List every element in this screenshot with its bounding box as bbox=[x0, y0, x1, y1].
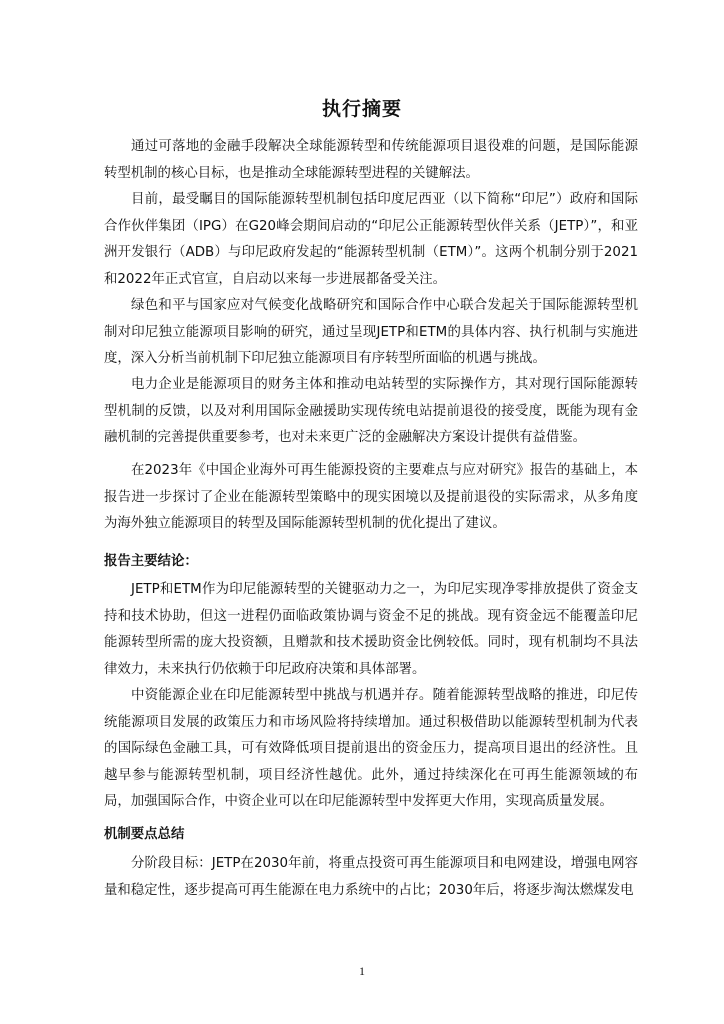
intro-paragraph-4: 电力企业是能源项目的财务主体和推动电站转型的实际操作方，其对现行国际能源转型机制的反馈，以及对利用国际金融援助实现传统电站提前退役的接受度，既能为现有金融机制的完善提供重要参考，也对未来更广泛的金融解决方案设计提供有益借鉴。 bbox=[104, 377, 638, 445]
page-number: 1 bbox=[359, 964, 365, 978]
section-heading-mechanism: 机制要点总结 bbox=[104, 827, 185, 842]
mechanism-paragraph-1: 分阶段目标：JETP在2030年前，将重点投资可再生能源项目和电网建设，增强电网容量和稳定性，逐步提高可再生能源在电力系统中的占比；2030年后，将逐步淘汰燃煤发电 bbox=[104, 856, 638, 898]
intro-paragraph-3: 绿色和平与国家应对气候变化战略研究和国际合作中心联合发起关于国际能源转型机制对印尼独立能源项目影响的研究，通过呈现JETP和ETM的具体内容、执行机制与实施进度，深入分析当前机制下印尼独立能源项目有序转型所面临的机遇与挑战。 bbox=[104, 298, 638, 366]
intro-paragraph-2: 目前，最受瞩目的国际能源转型机制包括印度尼西亚（以下简称“印尼”）政府和国际合作伙伴集团（IPG）在G20峰会期间启动的“印尼公正能源转型伙伴关系（JETP）”，和亚洲开发银行（ADB）与印尼政府发起的“能源转型机制（ETM）”。这两个机制分别于2021和2022年正式官宣，自启动以来每一步进展都备受关注。 bbox=[104, 192, 638, 287]
intro-paragraph-5: 在2023年《中国企业海外可再生能源投资的主要难点与应对研究》报告的基础上，本报告进一步探讨了企业在能源转型策略中的现实困境以及提前退役的实际需求，从多角度为海外独立能源项目的转型及国际能源转型机制的优化提出了建议。 bbox=[104, 463, 638, 531]
conclusion-paragraph-2: 中资能源企业在印尼能源转型中挑战与机遇并存。随着能源转型战略的推进，印尼传统能源项目发展的政策压力和市场风险将持续增加。通过积极借助以能源转型机制为代表的国际绿色金融工具，可有效降低项目提前退出的资金压力，提高项目退出的经济性。且越早参与能源转型机制，项目经济性越优。此外，通过持续深化在可再生能源领域的布局，加强国际合作，中资企业可以在印尼能源转型中发挥更大作用，实现高质量发展。 bbox=[104, 688, 638, 809]
page-title: 执行摘要 bbox=[321, 98, 402, 120]
intro-paragraph-1: 通过可落地的金融手段解决全球能源转型和传统能源项目退役难的问题，是国际能源转型机制的核心目标，也是推动全球能源转型进程的关键解法。 bbox=[104, 139, 638, 181]
section-heading-conclusions: 报告主要结论： bbox=[104, 554, 198, 569]
conclusion-paragraph-1: JETP和ETM作为印尼能源转型的关键驱动力之一，为印尼实现净零排放提供了资金支持和技术协助，但这一进程仍面临政策协调与资金不足的挑战。现有资金远不能覆盖印尼能源转型所需的庞大投资额，且赠款和技术援助资金比例较低。同时，现有机制均不具法律效力，未来执行仍依赖于印尼政府决策和具体部署。 bbox=[104, 582, 638, 677]
